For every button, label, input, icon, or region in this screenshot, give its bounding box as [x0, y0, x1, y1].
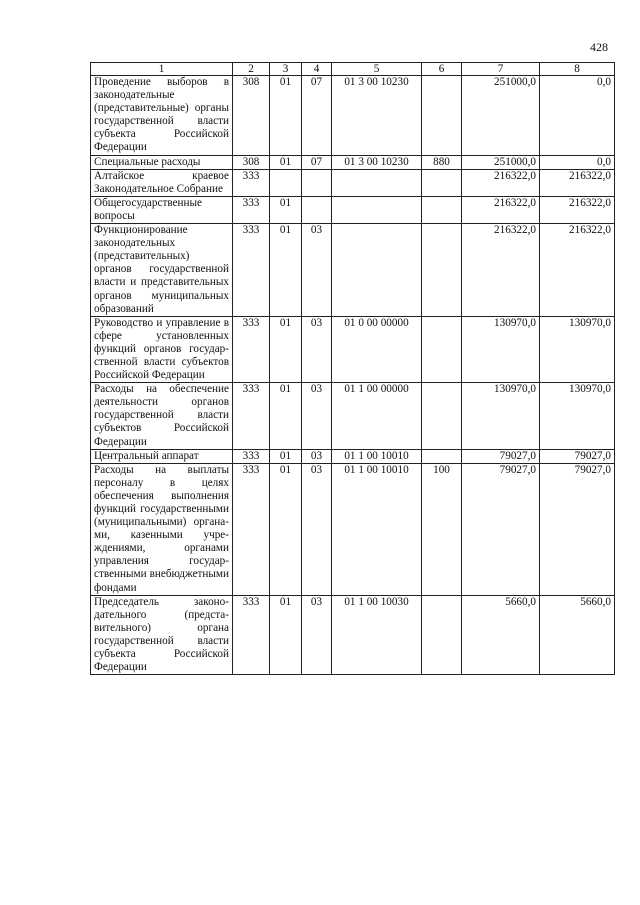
- row-subsection: 07: [302, 76, 332, 156]
- row-section: 01: [270, 595, 302, 675]
- row-value-7: 216322,0: [462, 196, 540, 223]
- row-code: 308: [233, 76, 270, 156]
- row-type: [422, 169, 462, 196]
- row-name: Расходы на выплаты персоналу в целях обеспечения выполнения функций государственными (муниципальными) органами, казенными учреждениями, органами управления государственными внебюджетными фондами: [91, 463, 233, 595]
- row-value-7: 251000,0: [462, 76, 540, 156]
- row-name: Функционирование законодательных (представительных) органов государственной власти и представительных органов муниципальных образований: [91, 224, 233, 317]
- row-subsection: 03: [302, 595, 332, 675]
- row-subsection: 07: [302, 155, 332, 169]
- row-value-8: 0,0: [540, 155, 615, 169]
- row-code: 333: [233, 316, 270, 382]
- row-target: 01 1 00 10030: [332, 595, 422, 675]
- table-row: [91, 155, 615, 169]
- row-subsection: 03: [302, 383, 332, 449]
- row-code: 333: [233, 196, 270, 223]
- row-name: Руководство и управление в сфере установленных функций органов государственной власти субъектов Российской Федерации: [91, 316, 233, 382]
- header-row: [91, 63, 615, 76]
- row-target: 01 0 00 00000: [332, 316, 422, 382]
- column-header-4: 4: [302, 63, 332, 76]
- column-header-8: 8: [540, 63, 615, 76]
- row-subsection: [302, 169, 332, 196]
- table-row: [91, 383, 615, 449]
- row-type: [422, 76, 462, 156]
- table-row: [91, 224, 615, 317]
- table-row: [91, 76, 615, 156]
- column-header-6: 6: [422, 63, 462, 76]
- row-target: 01 1 00 10010: [332, 463, 422, 595]
- row-target: 01 1 00 00000: [332, 383, 422, 449]
- row-section: 01: [270, 316, 302, 382]
- column-header-7: 7: [462, 63, 540, 76]
- row-name: Общегосударственные вопросы: [91, 196, 233, 223]
- table-row: [91, 316, 615, 382]
- row-value-7: 130970,0: [462, 383, 540, 449]
- row-type: [422, 316, 462, 382]
- row-target: [332, 196, 422, 223]
- row-section: 01: [270, 76, 302, 156]
- row-name: Алтайское краевое Законодательное Собрание: [91, 169, 233, 196]
- row-section: 01: [270, 224, 302, 317]
- row-target: [332, 224, 422, 317]
- row-section: 01: [270, 463, 302, 595]
- budget-table: [90, 62, 615, 675]
- row-name: Центральный аппарат: [91, 449, 233, 463]
- column-header-3: 3: [270, 63, 302, 76]
- row-code: 333: [233, 449, 270, 463]
- row-target: [332, 169, 422, 196]
- row-value-7: 130970,0: [462, 316, 540, 382]
- row-subsection: 03: [302, 316, 332, 382]
- row-subsection: 03: [302, 449, 332, 463]
- row-subsection: 03: [302, 463, 332, 595]
- row-value-7: 5660,0: [462, 595, 540, 675]
- row-value-8: 216322,0: [540, 224, 615, 317]
- row-target: 01 3 00 10230: [332, 76, 422, 156]
- row-code: 308: [233, 155, 270, 169]
- row-name: Расходы на обеспечение деятельности органов государственной власти субъектов Российской Федерации: [91, 383, 233, 449]
- row-value-7: 79027,0: [462, 449, 540, 463]
- row-type: 880: [422, 155, 462, 169]
- row-code: 333: [233, 595, 270, 675]
- row-type: [422, 196, 462, 223]
- row-name: Председатель законодательного (представительного) органа государственной власти субъекта Российской Федерации: [91, 595, 233, 675]
- table-row: [91, 196, 615, 223]
- table-row: [91, 463, 615, 595]
- row-value-8: 79027,0: [540, 463, 615, 595]
- row-type: [422, 383, 462, 449]
- table-row: [91, 449, 615, 463]
- row-value-8: 79027,0: [540, 449, 615, 463]
- row-name: Проведение выборов в законодательные (представительные) органы государственной власти субъекта Российской Федерации: [91, 76, 233, 156]
- row-section: [270, 169, 302, 196]
- table-row: [91, 595, 615, 675]
- row-value-8: 216322,0: [540, 196, 615, 223]
- row-target: 01 3 00 10230: [332, 155, 422, 169]
- row-subsection: [302, 196, 332, 223]
- row-value-7: 79027,0: [462, 463, 540, 595]
- row-section: 01: [270, 383, 302, 449]
- row-value-8: 130970,0: [540, 383, 615, 449]
- row-value-8: 216322,0: [540, 169, 615, 196]
- row-code: 333: [233, 383, 270, 449]
- row-section: 01: [270, 155, 302, 169]
- row-type: [422, 224, 462, 317]
- row-type: [422, 449, 462, 463]
- row-subsection: 03: [302, 224, 332, 317]
- row-value-8: 0,0: [540, 76, 615, 156]
- column-header-1: 1: [91, 63, 233, 76]
- row-code: 333: [233, 463, 270, 595]
- page-number: 428: [590, 40, 608, 54]
- column-header-2: 2: [233, 63, 270, 76]
- row-type: [422, 595, 462, 675]
- row-value-8: 5660,0: [540, 595, 615, 675]
- row-code: 333: [233, 224, 270, 317]
- row-section: 01: [270, 196, 302, 223]
- row-value-7: 216322,0: [462, 224, 540, 317]
- row-name: Специальные расходы: [91, 155, 233, 169]
- column-header-5: 5: [332, 63, 422, 76]
- row-value-8: 130970,0: [540, 316, 615, 382]
- row-type: 100: [422, 463, 462, 595]
- table-row: [91, 169, 615, 196]
- row-code: 333: [233, 169, 270, 196]
- row-value-7: 216322,0: [462, 169, 540, 196]
- row-value-7: 251000,0: [462, 155, 540, 169]
- row-target: 01 1 00 10010: [332, 449, 422, 463]
- row-section: 01: [270, 449, 302, 463]
